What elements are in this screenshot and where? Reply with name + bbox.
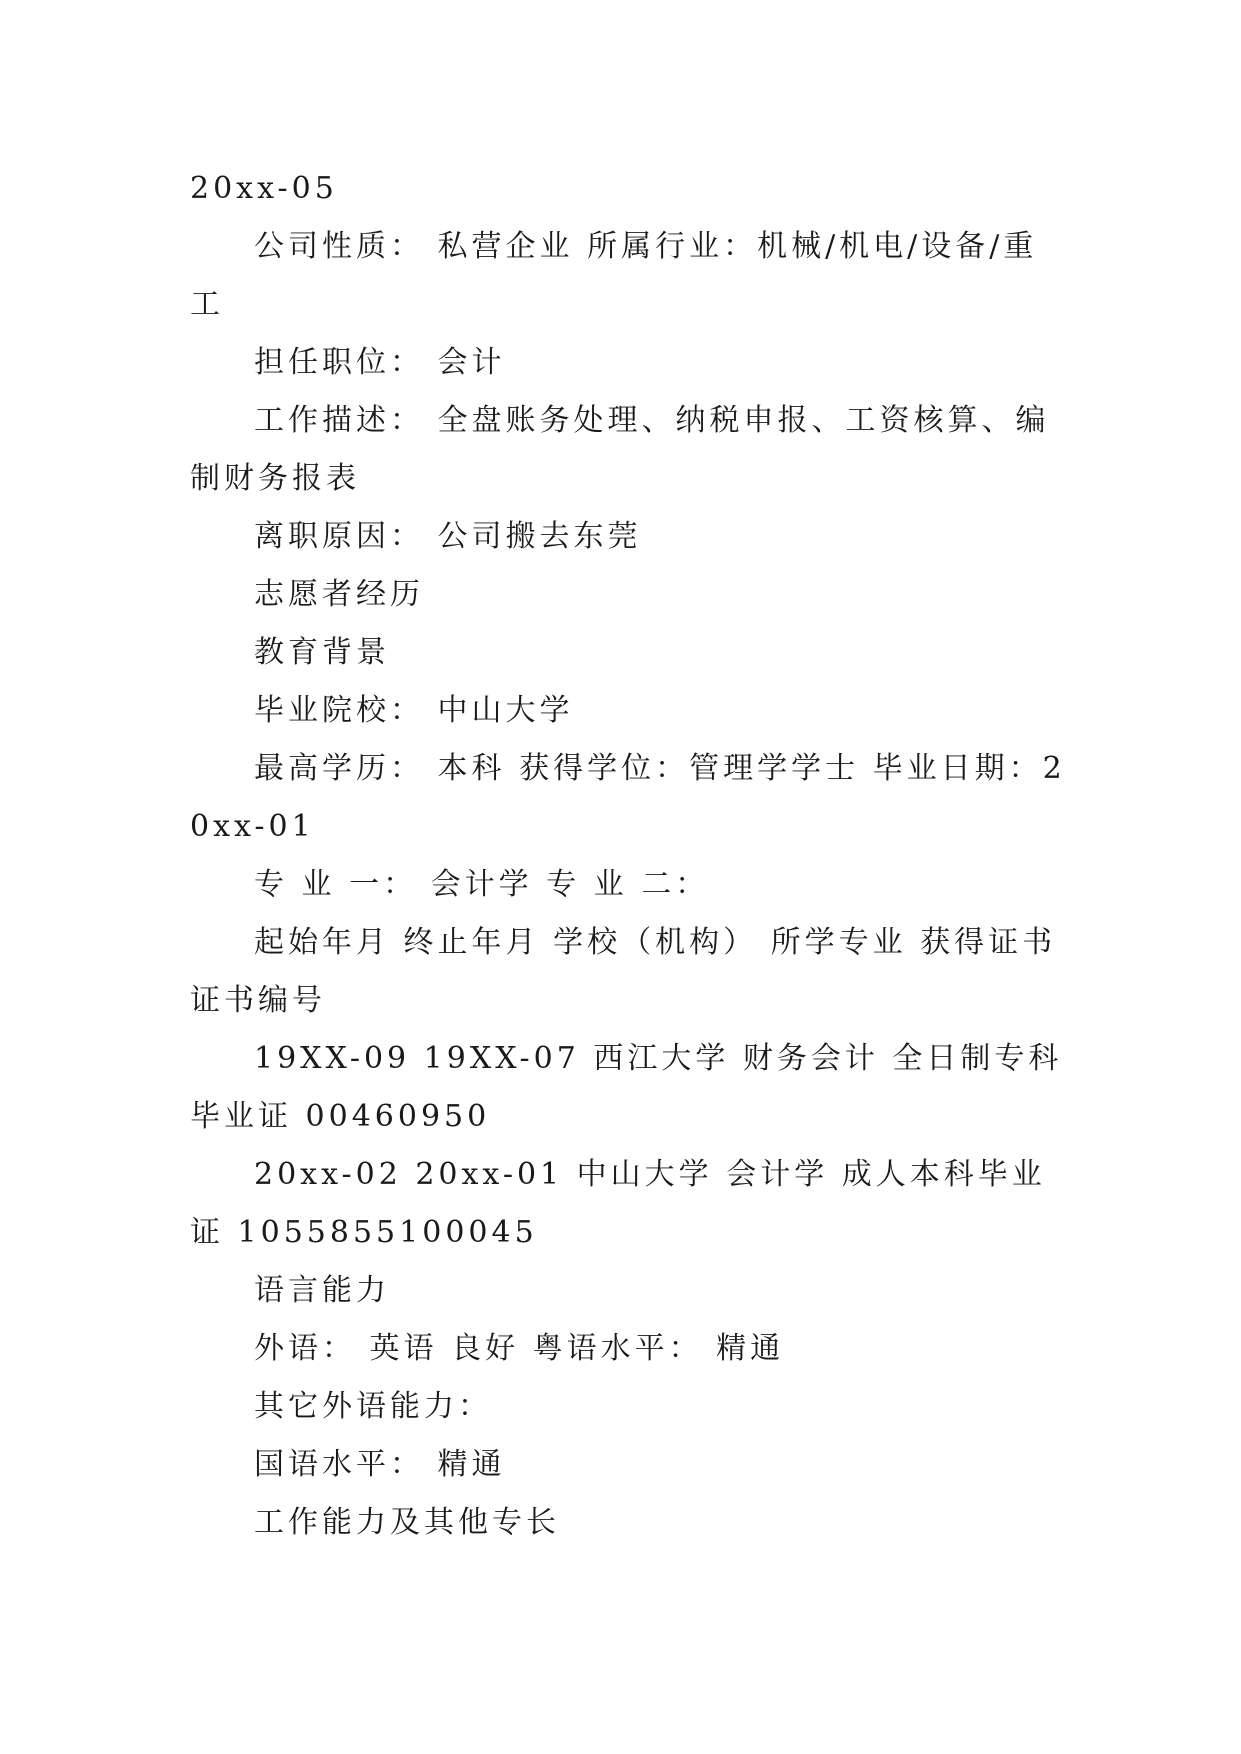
education-record-2: 20xx-02 20xx-01 中山大学 会计学 成人本科毕业证 1055855100045: [190, 1157, 1046, 1250]
education-record-1: 19XX-09 19XX-07 西江大学 财务会计 全日制专科毕业证 00460950: [190, 1041, 1063, 1134]
date-line: 20xx-05: [190, 171, 338, 206]
school-line: 毕业院校： 中山大学: [254, 693, 574, 728]
leave-reason-line: 离职原因： 公司搬去东莞: [254, 519, 642, 554]
degree-line: 最高学历： 本科 获得学位：管理学学士 毕业日期：20xx-01: [190, 751, 1066, 844]
language-heading: 语言能力: [254, 1273, 390, 1308]
education-table-header: 起始年月 终止年月 学校（机构） 所学专业 获得证书 证书编号: [190, 925, 1057, 1018]
document-body: [190, 160, 1070, 1552]
education-heading: 教育背景: [254, 635, 390, 670]
volunteer-heading: 志愿者经历: [254, 577, 424, 612]
job-description-line: 工作描述： 全盘账务处理、纳税申报、工资核算、编制财务报表: [190, 403, 1050, 496]
skills-heading: 工作能力及其他专长: [254, 1505, 560, 1540]
mandarin-line: 国语水平： 精通: [254, 1447, 506, 1482]
other-language-line: 其它外语能力：: [254, 1389, 492, 1424]
position-line: 担任职位： 会计: [254, 345, 506, 380]
foreign-language-line: 外语： 英语 良好 粤语水平： 精通: [254, 1331, 785, 1366]
company-nature-line: 公司性质： 私营企业 所属行业：机械/机电/设备/重工: [190, 229, 1038, 322]
major-line: 专 业 一： 会计学 专 业 二：: [254, 867, 710, 902]
